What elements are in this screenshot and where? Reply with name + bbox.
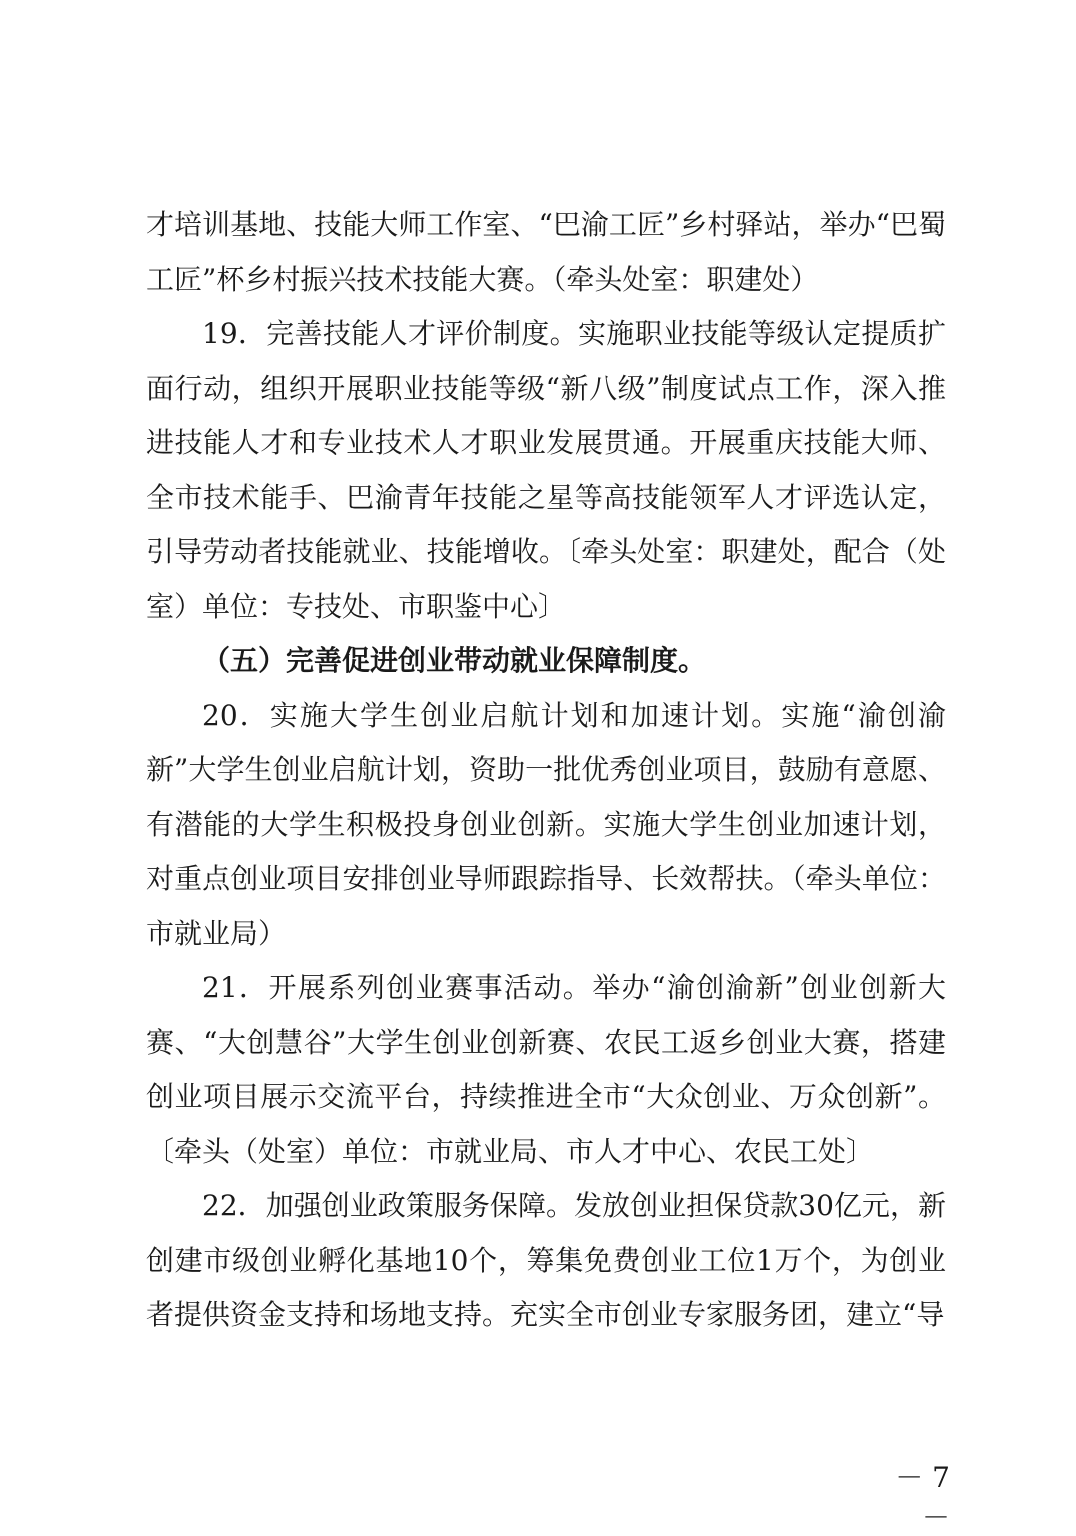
paragraph-item-19: 19．完善技能人才评价制度。实施职业技能等级认定提质扩面行动，组织开展职业技能等级“新八级”制度试点工作，深入推进技能人才和专业技术人才职业发展贯通。开展重庆技能大师、全市技术能手、巴渝青年技能之星等高技能领军人才评选认定，引导劳动者技能就业、技能增收。〔牵头处室：职建处，配合（处室）单位：专技处、市职鉴中心〕 — [146, 317, 946, 623]
section-heading-5: （五）完善促进创业带动就业保障制度。 — [202, 644, 707, 677]
paragraph-item-20: 20．实施大学生创业启航计划和加速计划。实施“渝创渝新”大学生创业启航计划，资助一批优秀创业项目，鼓励有意愿、有潜能的大学生积极投身创业创新。实施大学生创业加速计划，对重点创业项目安排创业导师跟踪指导、长效帮扶。（牵头单位：市就业局） — [146, 698, 946, 950]
paragraph-item-22: 22．加强创业政策服务保障。发放创业担保贷款30亿元，新创建市级创业孵化基地10个，筹集免费创业工位1万个，为创业者提供资金支持和场地支持。充实全市创业专家服务团，建立“导 — [146, 1189, 946, 1331]
body-text — [146, 198, 946, 1343]
page-number: － 7 － — [895, 1461, 950, 1534]
paragraph-item-21: 21．开展系列创业赛事活动。举办“渝创渝新”创业创新大赛、“大创慧谷”大学生创业创新赛、农民工返乡创业大赛，搭建创业项目展示交流平台，持续推进全市“大众创业、万众创新”。〔牵头（处室）单位：市就业局、市人才中心、农民工处〕 — [146, 971, 946, 1168]
paragraph-continuation: 才培训基地、技能大师工作室、“巴渝工匠”乡村驿站，举办“巴蜀工匠”杯乡村振兴技术技能大赛。（牵头处室：职建处） — [146, 208, 946, 296]
